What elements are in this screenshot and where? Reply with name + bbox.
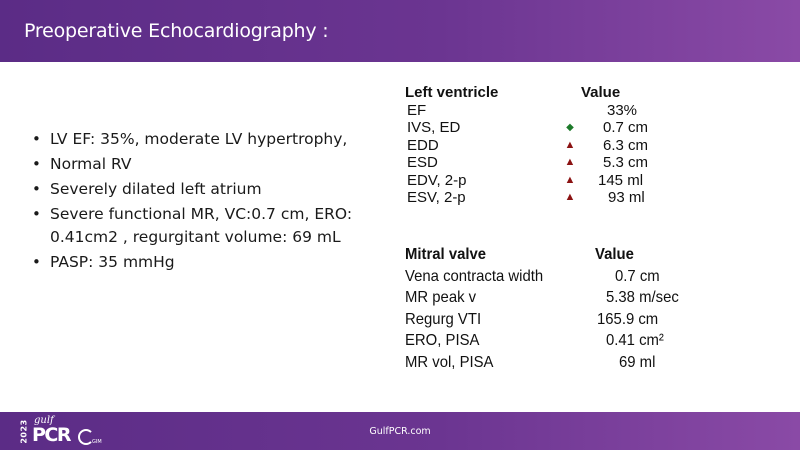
parameter-value: 69 ml (619, 353, 656, 371)
mitral-valve-table (405, 244, 705, 373)
slide-header (0, 0, 800, 62)
finding-text: Severe functional MR, VC:0.7 cm, ERO: (50, 205, 353, 223)
finding-text: LV EF: 35%, moderate LV hypertrophy, (50, 130, 348, 148)
column-header-parameter: Mitral valve (405, 246, 487, 263)
finding-item (30, 178, 375, 201)
finding-item (30, 203, 375, 226)
findings-list (30, 128, 375, 276)
table-row (405, 137, 665, 155)
logo-mark-subtext: GIM (92, 439, 102, 445)
triangle-up-icon: ▲ (564, 138, 576, 151)
finding-text: PASP: 35 mmHg (50, 253, 175, 271)
triangle-up-icon: ▲ (564, 156, 576, 168)
parameter-value: 93 ml (608, 189, 645, 206)
triangle-up-icon: ▲ (564, 173, 576, 186)
parameter-label: MR peak v (405, 289, 477, 306)
finding-item (30, 153, 375, 176)
table-row (405, 266, 705, 288)
parameter-value: 0.41 cm² (606, 332, 664, 349)
column-header-value: Value (581, 84, 621, 101)
table-header-row (405, 84, 665, 102)
logo-pcr-text: PCR (32, 424, 70, 446)
table-row (405, 189, 665, 207)
table-row (405, 352, 705, 374)
parameter-value: 5.3 cm (603, 154, 649, 171)
table-header-row (405, 244, 705, 266)
parameter-label: Regurg VTI (405, 310, 482, 328)
finding-text: Normal RV (50, 155, 132, 173)
parameter-label: MR vol, PISA (405, 353, 494, 371)
parameter-label: EF (407, 101, 427, 119)
diamond-icon: ◆ (566, 122, 574, 133)
table-row (405, 119, 665, 137)
parameter-label: ERO, PISA (405, 332, 480, 349)
table-row (405, 102, 665, 120)
parameter-value: 0.7 cm (603, 119, 649, 136)
triangle-up-icon: ▲ (564, 191, 576, 203)
parameter-label: EDD (407, 136, 439, 154)
parameter-value: 5.38 m/sec (606, 289, 679, 306)
column-header-parameter: Left ventricle (405, 84, 499, 101)
finding-text: 0.41cm2 , regurgitant volume: 69 mL (50, 228, 341, 246)
left-ventricle-table (405, 84, 665, 207)
bullet-icon: • (32, 253, 41, 271)
logo-year: 2023 (19, 419, 29, 444)
table-row (405, 287, 705, 309)
parameter-value: 0.7 cm (615, 267, 660, 285)
bullet-icon: • (32, 155, 41, 173)
bullet-icon: • (32, 205, 41, 223)
parameter-value: 145 ml (598, 171, 644, 189)
footer-url[interactable]: GulfPCR.com (369, 426, 431, 437)
parameter-value: 6.3 cm (603, 136, 649, 154)
parameter-value: 165.9 cm (597, 310, 659, 328)
parameter-label: IVS, ED (407, 119, 461, 136)
parameter-label: EDV, 2-p (407, 171, 467, 189)
bullet-icon: • (32, 130, 41, 148)
finding-item-continuation (30, 226, 375, 249)
table-row (405, 154, 665, 172)
bullet-icon: • (32, 180, 41, 198)
table-row (405, 309, 705, 331)
slide-title: Preoperative Echocardiography : (24, 20, 329, 42)
finding-item (30, 128, 375, 151)
table-row (405, 172, 665, 190)
parameter-value: 33% (607, 101, 638, 119)
parameter-label: ESD (407, 154, 438, 171)
parameter-label: ESV, 2-p (407, 189, 466, 206)
parameter-label: Vena contracta width (405, 267, 544, 285)
finding-item (30, 251, 375, 274)
finding-text: Severely dilated left atrium (50, 180, 262, 198)
table-row (405, 330, 705, 352)
logo-gulf-text: gulf (34, 415, 54, 426)
slide-footer (0, 412, 800, 450)
column-header-value: Value (595, 246, 634, 263)
